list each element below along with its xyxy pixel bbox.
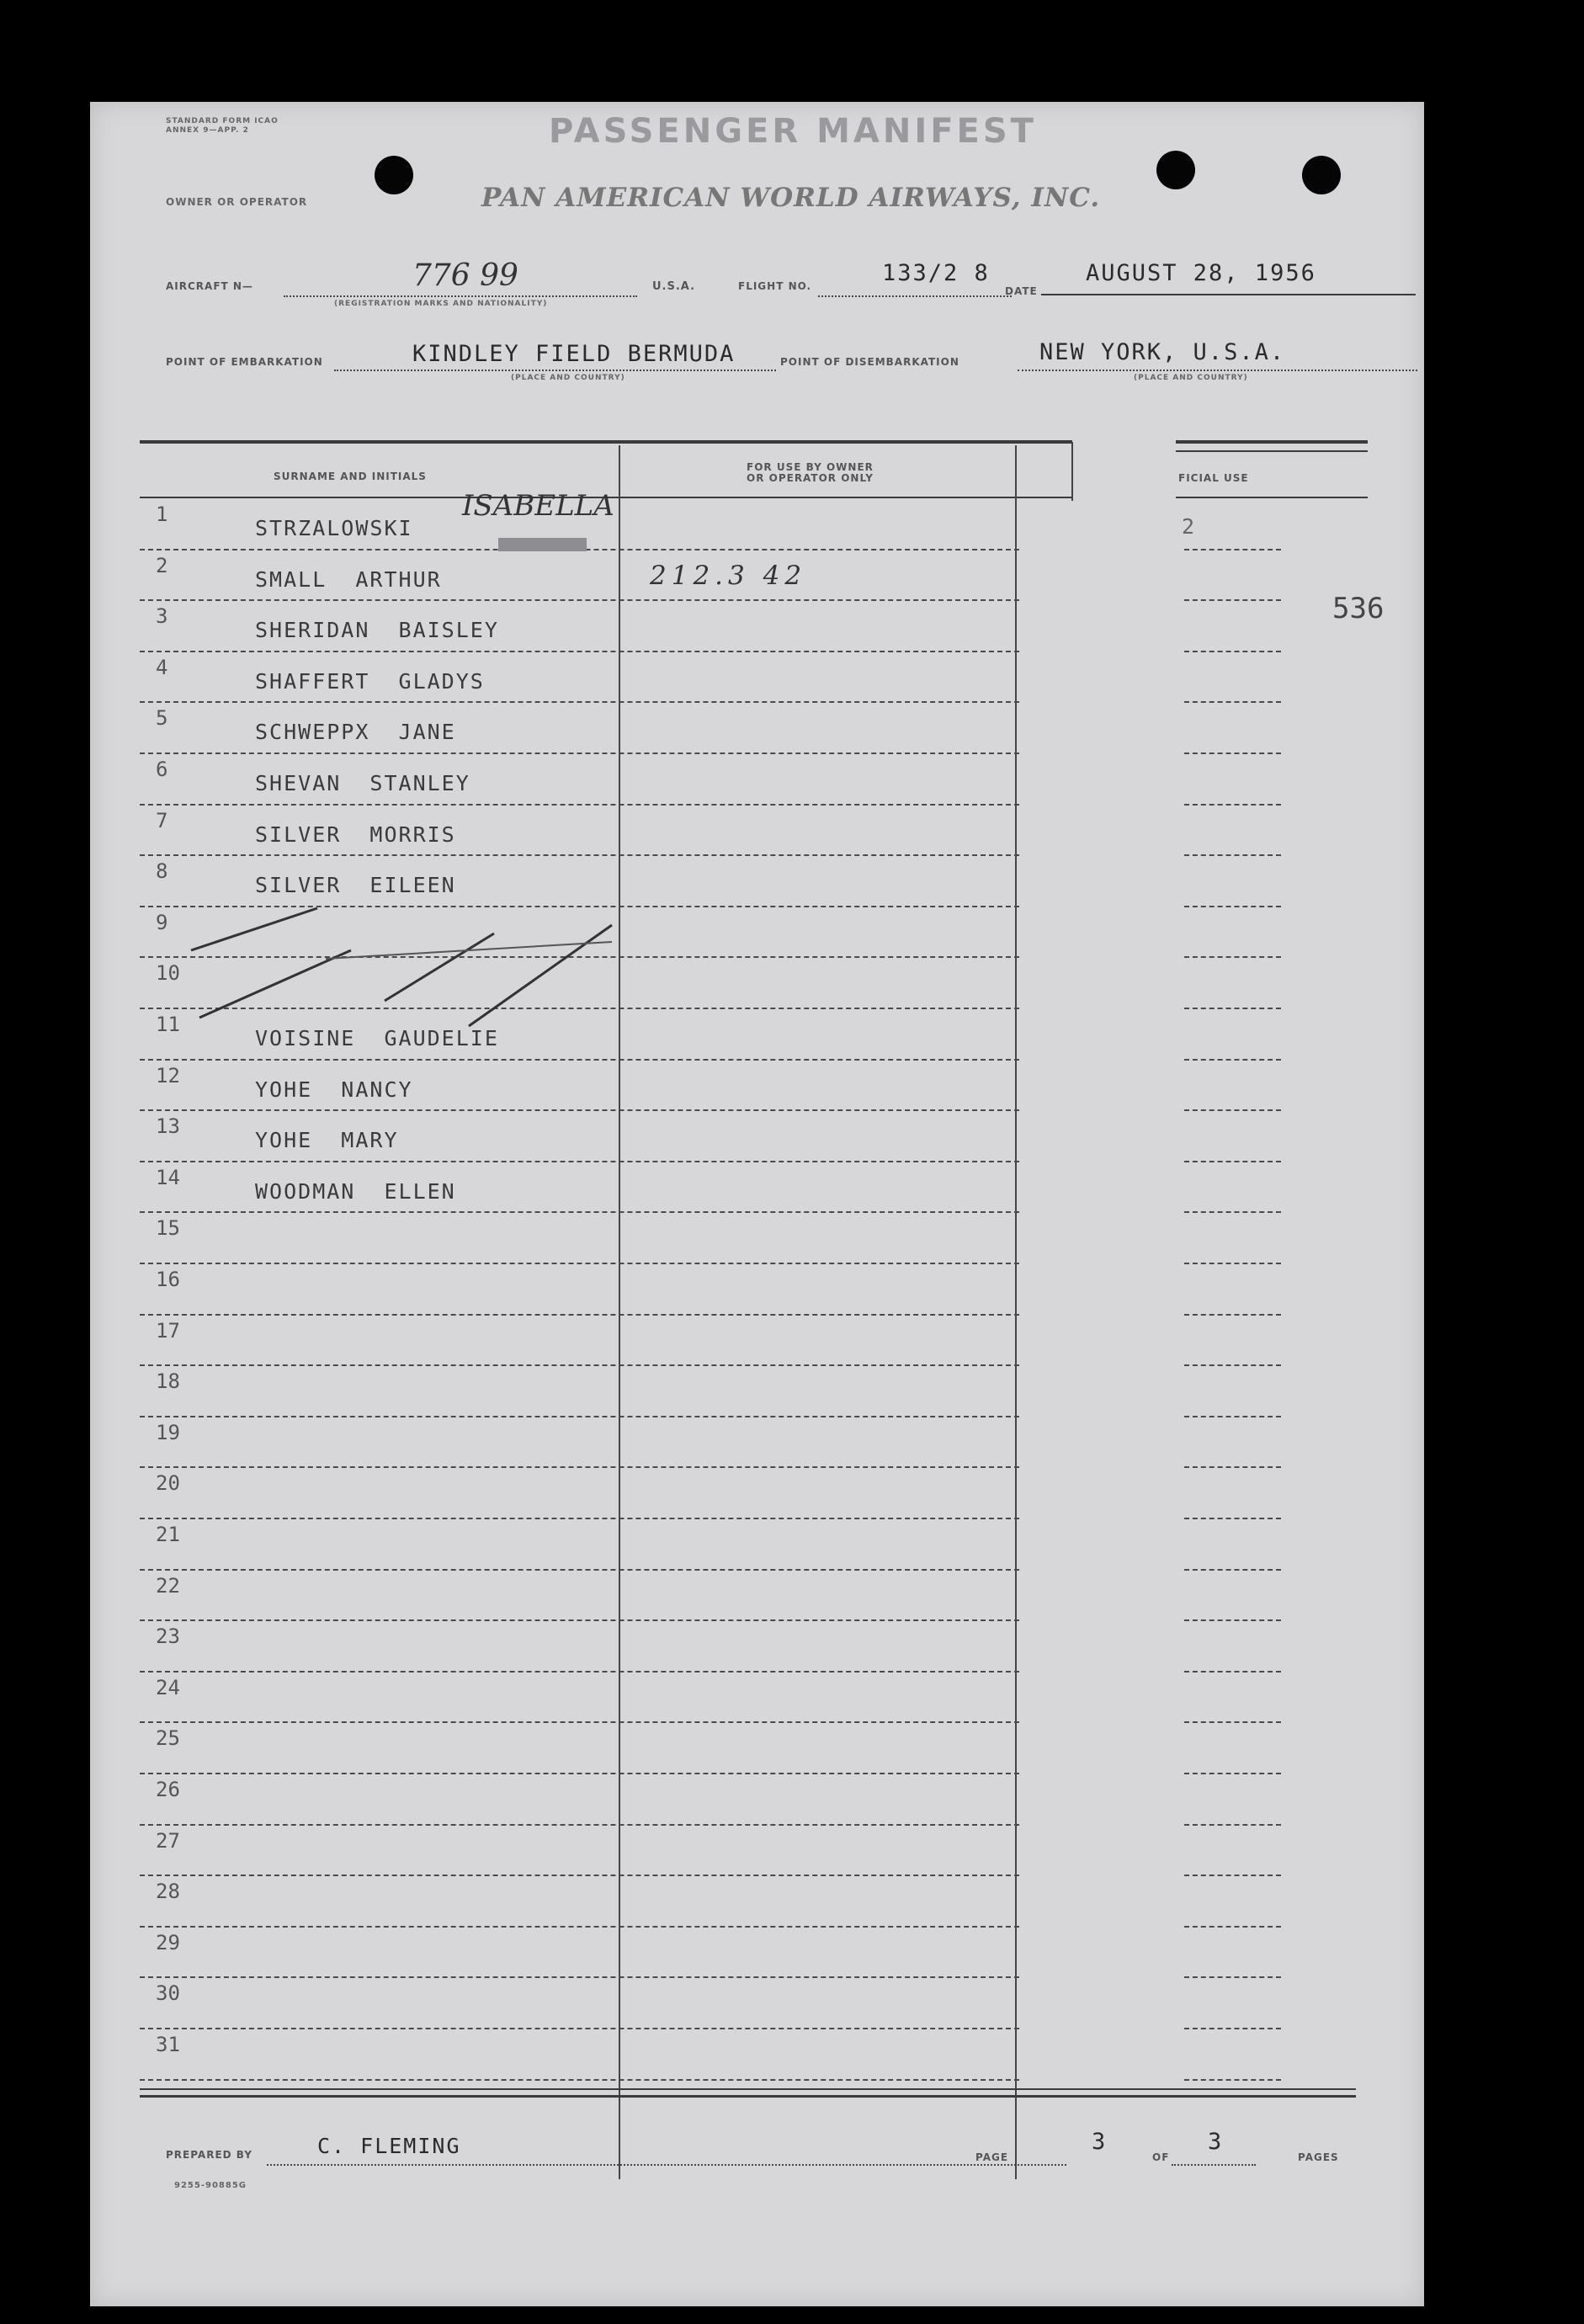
row-number: 27 <box>156 1828 180 1853</box>
official-use-rule <box>1184 1059 1281 1061</box>
row-rule <box>140 701 1019 703</box>
official-use-rule <box>1184 1008 1281 1009</box>
operator-name: PAN AMERICAN WORLD AIRWAYS, INC. <box>481 183 1101 213</box>
official-use-rule <box>1184 651 1281 652</box>
disembark-value: NEW YORK, U.S.A. <box>1039 339 1286 365</box>
row-number: 30 <box>156 1981 180 2006</box>
date-value: AUGUST 28, 1956 <box>1086 260 1316 286</box>
passenger-name: SHEVAN STANLEY <box>255 771 470 795</box>
page-value: 3 <box>1092 2129 1108 2155</box>
row-rule <box>140 1976 1019 1978</box>
row-number: 4 <box>156 655 168 679</box>
row-rule <box>140 1824 1019 1826</box>
official-use-rule <box>1184 1619 1281 1621</box>
cancellation-slashes <box>174 900 629 1034</box>
official-use-rule <box>1184 906 1281 907</box>
official-use-rule <box>1184 804 1281 806</box>
row-number: 23 <box>156 1625 180 1649</box>
passenger-name: VOISINE GAUDELIE <box>255 1026 499 1050</box>
aircraft-value: 776 99 <box>412 258 518 293</box>
row-rule <box>140 1926 1019 1928</box>
row-rule <box>140 1263 1019 1264</box>
row-number: 11 <box>156 1013 180 1036</box>
row-rule <box>140 2079 1019 2081</box>
form-title: PASSENGER MANIFEST <box>549 112 1037 151</box>
official-use-rule <box>1184 956 1281 958</box>
form-number: 9255-90885G <box>174 2181 247 2190</box>
manifest-sheet <box>90 102 1424 2306</box>
row-number: 2 <box>156 553 168 577</box>
embark-note: (PLACE AND COUNTRY) <box>511 374 625 382</box>
official-use-rule <box>1184 599 1281 601</box>
row-rule <box>140 1109 1019 1111</box>
row-rule <box>140 1569 1019 1571</box>
row-number: 15 <box>156 1216 180 1241</box>
official-use-rule <box>1184 1518 1281 1519</box>
passenger-name: SHERIDAN BAISLEY <box>255 618 499 643</box>
col-official-use: FICIAL USE <box>1178 472 1249 484</box>
official-use-rule <box>1184 1466 1281 1468</box>
date-label: DATE <box>1005 285 1038 297</box>
handwritten-first-name: ISABELLA <box>462 489 614 523</box>
row-number: 5 <box>156 706 168 731</box>
disembark-note: (PLACE AND COUNTRY) <box>1134 374 1248 382</box>
passenger-name: YOHE NANCY <box>255 1077 413 1102</box>
of-value: 3 <box>1208 2129 1224 2155</box>
row-number: 26 <box>156 1778 180 1801</box>
official-use-rule <box>1184 1569 1281 1571</box>
row-number: 29 <box>156 1930 180 1954</box>
passenger-name: SHAFFERT GLADYS <box>255 668 485 694</box>
column-divider <box>1071 442 1073 501</box>
row-rule <box>140 1211 1019 1213</box>
row-rule <box>140 651 1019 652</box>
row-number: 19 <box>156 1420 180 1444</box>
official-use-rule <box>1184 1926 1281 1928</box>
row-rule <box>140 1875 1019 1876</box>
official-use-rule <box>1184 854 1281 856</box>
row-number: 6 <box>156 758 168 781</box>
of-label: OF <box>1152 2151 1170 2163</box>
row-rule <box>140 854 1019 856</box>
row-number: 12 <box>156 1063 180 1088</box>
row-rule <box>140 1721 1019 1723</box>
official-use-mark: 2 <box>1182 514 1197 539</box>
passenger-name: WOODMAN ELLEN <box>255 1178 456 1204</box>
official-use-rule <box>1184 1773 1281 1774</box>
row-number: 7 <box>156 808 168 832</box>
official-use-rule <box>1184 753 1281 754</box>
row-number: 28 <box>156 1880 180 1904</box>
row-rule <box>140 1773 1019 1774</box>
flight-value: 133/2 8 <box>882 260 990 286</box>
passenger-name: SCHWEPPX JANE <box>255 720 456 745</box>
passenger-name: SILVER EILEEN <box>255 873 456 898</box>
row-rule <box>140 599 1019 601</box>
prepared-value: C. FLEMING <box>317 2134 461 2158</box>
row-rule <box>140 1314 1019 1316</box>
row-number: 14 <box>156 1165 180 1189</box>
row-number: 13 <box>156 1114 180 1139</box>
official-use-rule <box>1184 1263 1281 1264</box>
row-number: 21 <box>156 1523 180 1546</box>
row-number: 16 <box>156 1268 180 1291</box>
passenger-name: SMALL ARTHUR <box>255 566 442 592</box>
embark-value: KINDLEY FIELD BERMUDA <box>412 341 736 367</box>
row-number: 25 <box>156 1726 180 1751</box>
row-number: 22 <box>156 1573 180 1598</box>
row-rule <box>140 1518 1019 1519</box>
passenger-name: YOHE MARY <box>255 1128 399 1153</box>
official-use-rule <box>1184 1976 1281 1978</box>
row-rule <box>140 1619 1019 1621</box>
usa-label: U.S.A. <box>652 280 696 293</box>
pages-label: PAGES <box>1298 2151 1339 2163</box>
official-use-rule <box>1184 1875 1281 1876</box>
margin-number: 536 <box>1332 592 1385 625</box>
flight-label: FLIGHT NO. <box>738 280 812 292</box>
row-number: 9 <box>156 910 168 934</box>
official-use-rule <box>1184 701 1281 703</box>
row-number: 1 <box>156 503 168 526</box>
row-rule <box>140 1671 1019 1673</box>
official-use-rule <box>1184 549 1281 550</box>
official-use-rule <box>1184 2079 1281 2081</box>
column-divider <box>1015 445 1017 2179</box>
owner-label: OWNER OR OPERATOR <box>166 196 308 208</box>
official-use-rule <box>1184 2028 1281 2029</box>
page-label: PAGE <box>975 2151 1009 2163</box>
registration-note: (REGISTRATION MARKS AND NATIONALITY) <box>334 300 548 308</box>
row-rule <box>140 753 1019 754</box>
official-use-rule <box>1184 1824 1281 1826</box>
official-use-rule <box>1184 1721 1281 1723</box>
row-number: 31 <box>156 2033 180 2056</box>
form-code: STANDARD FORM ICAO ANNEX 9—APP. 2 <box>166 117 279 135</box>
disembark-label: POINT OF DISEMBARKATION <box>780 356 959 368</box>
aircraft-label: AIRCRAFT N— <box>166 280 253 292</box>
punch-hole <box>1156 151 1195 189</box>
row-rule <box>140 1059 1019 1061</box>
row-rule <box>140 1416 1019 1417</box>
prepared-label: PREPARED BY <box>166 2149 252 2161</box>
row-number: 20 <box>156 1471 180 1496</box>
official-use-rule <box>1184 1161 1281 1162</box>
row-rule <box>140 1161 1019 1162</box>
official-use-rule <box>1184 1314 1281 1316</box>
row-number: 3 <box>156 604 168 629</box>
official-use-rule <box>1184 1211 1281 1213</box>
row-number: 10 <box>156 961 180 986</box>
col-surname: SURNAME AND INITIALS <box>274 471 427 482</box>
col-owner-use: FOR USE BY OWNER OR OPERATOR ONLY <box>747 461 874 484</box>
official-use-rule <box>1184 1416 1281 1417</box>
row-rule <box>140 1466 1019 1468</box>
row-rule <box>140 804 1019 806</box>
row-number: 24 <box>156 1675 180 1699</box>
row-number: 8 <box>156 859 168 884</box>
passenger-name: SILVER MORRIS <box>255 822 456 847</box>
official-use-rule <box>1184 1671 1281 1673</box>
embark-label: POINT OF EMBARKATION <box>166 356 323 368</box>
row-rule <box>140 1364 1019 1366</box>
row-rule <box>140 2028 1019 2029</box>
row-number: 18 <box>156 1369 180 1394</box>
official-use-rule <box>1184 1109 1281 1111</box>
punch-hole <box>375 156 413 194</box>
official-use-rule <box>1184 1364 1281 1366</box>
punch-hole <box>1302 156 1341 194</box>
row-number: 17 <box>156 1318 180 1343</box>
passenger-name: STRZALOWSKI <box>255 516 413 540</box>
owner-use-note: 212.3 42 <box>650 561 807 591</box>
column-divider <box>619 445 620 2179</box>
strikeout-mark <box>498 538 587 551</box>
